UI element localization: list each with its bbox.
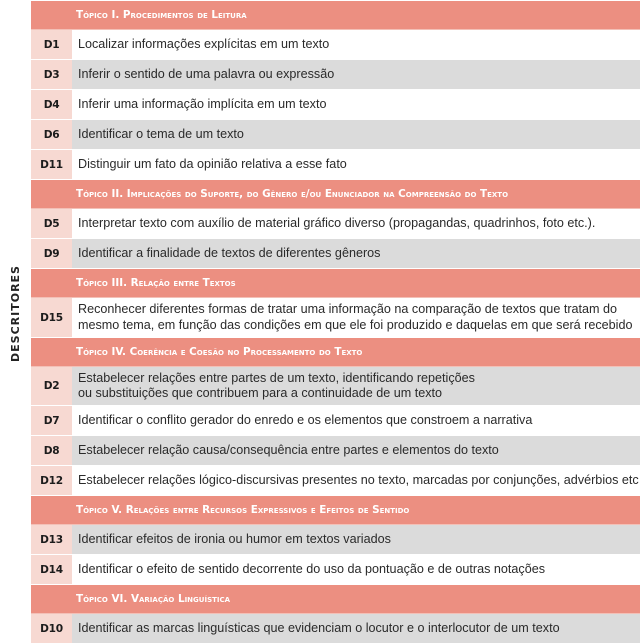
table-row (31, 525, 640, 555)
descriptor-text: Identificar o efeito de sentido decorrente do uso da pontuação e de outras notações (72, 555, 640, 584)
descriptor-code: D1 (31, 30, 72, 59)
descriptor-text: Inferir uma informação implícita em um texto (72, 90, 640, 119)
table-row (31, 60, 640, 90)
descriptor-text: Identificar as marcas linguísticas que evidenciam o locutor e o interlocutor de um texto (72, 614, 640, 643)
descriptor-code: D3 (31, 60, 72, 89)
topic-title: Tópico I. Procedimentos de Leitura (76, 9, 247, 21)
descriptor-text: Estabelecer relação causa/consequência entre partes e elementos do texto (72, 436, 640, 465)
side-column (0, 0, 31, 626)
descriptor-code: D6 (31, 120, 72, 149)
table-row (31, 30, 640, 60)
descriptor-text: Inferir o sentido de uma palavra ou expressão (72, 60, 640, 89)
descriptor-text: Localizar informações explícitas em um texto (72, 30, 640, 59)
topic-header (31, 269, 640, 298)
descriptor-code: D10 (31, 614, 72, 643)
side-label: DESCRITORES (9, 264, 22, 362)
table-row (31, 367, 640, 406)
descriptor-text: Estabelecer relações entre partes de um texto, identificando repetições ou substituições que contribuem para a continuidade de um texto (72, 367, 640, 405)
topic-title: Tópico V. Relações entre Recursos Expressivos e Efeitos de Sentido (76, 504, 410, 516)
descriptor-code: D8 (31, 436, 72, 465)
topic-title: Tópico IV. Coerência e Coesão no Processamento do Texto (76, 346, 363, 358)
descriptor-code: D4 (31, 90, 72, 119)
table-row (31, 209, 640, 239)
descriptor-text: Distinguir um fato da opinião relativa a esse fato (72, 150, 640, 179)
topic-title: Tópico II. Implicações do Suporte, do Gênero e/ou Enunciador na Compreensão do Texto (76, 188, 509, 200)
table-row (31, 239, 640, 269)
topic-title: Tópico VI. Variação Linguística (76, 593, 231, 605)
topic-header (31, 1, 640, 30)
descriptor-code: D12 (31, 466, 72, 495)
descriptor-text: Identificar o conflito gerador do enredo e os elementos que constroem a narrativa (72, 406, 640, 435)
descriptor-text: Interpretar texto com auxílio de material gráfico diverso (propagandas, quadrinhos, foto etc.). (72, 209, 640, 238)
descriptor-code: D14 (31, 555, 72, 584)
table-row (31, 298, 640, 338)
table-row (31, 406, 640, 436)
topic-header (31, 585, 640, 614)
descriptor-code: D9 (31, 239, 72, 268)
descriptor-text: Identificar o tema de um texto (72, 120, 640, 149)
descriptor-code: D11 (31, 150, 72, 179)
topic-header (31, 496, 640, 525)
descriptor-text: Estabelecer relações lógico-discursivas presentes no texto, marcadas por conjunções, advérbios etc (72, 466, 640, 495)
descriptor-code: D13 (31, 525, 72, 554)
table-row (31, 614, 640, 644)
descriptor-code: D15 (31, 298, 72, 337)
table-row (31, 436, 640, 466)
table-row (31, 90, 640, 120)
descriptor-table (31, 1, 640, 644)
descriptor-text: Identificar a finalidade de textos de diferentes gêneros (72, 239, 640, 268)
descriptor-text: Reconhecer diferentes formas de tratar uma informação na comparação de textos que tratam do mesmo tema, em função das condições em que ele foi produzido e daquelas em que será recebido (72, 298, 640, 337)
descriptor-code: D5 (31, 209, 72, 238)
table-row (31, 555, 640, 585)
topic-header (31, 180, 640, 209)
descriptor-code: D2 (31, 367, 72, 405)
topic-title: Tópico III. Relação entre Textos (76, 277, 236, 289)
descriptor-code: D7 (31, 406, 72, 435)
descriptor-text: Identificar efeitos de ironia ou humor em textos variados (72, 525, 640, 554)
table-row (31, 466, 640, 496)
table-row (31, 120, 640, 150)
topic-header (31, 338, 640, 367)
table-row (31, 150, 640, 180)
